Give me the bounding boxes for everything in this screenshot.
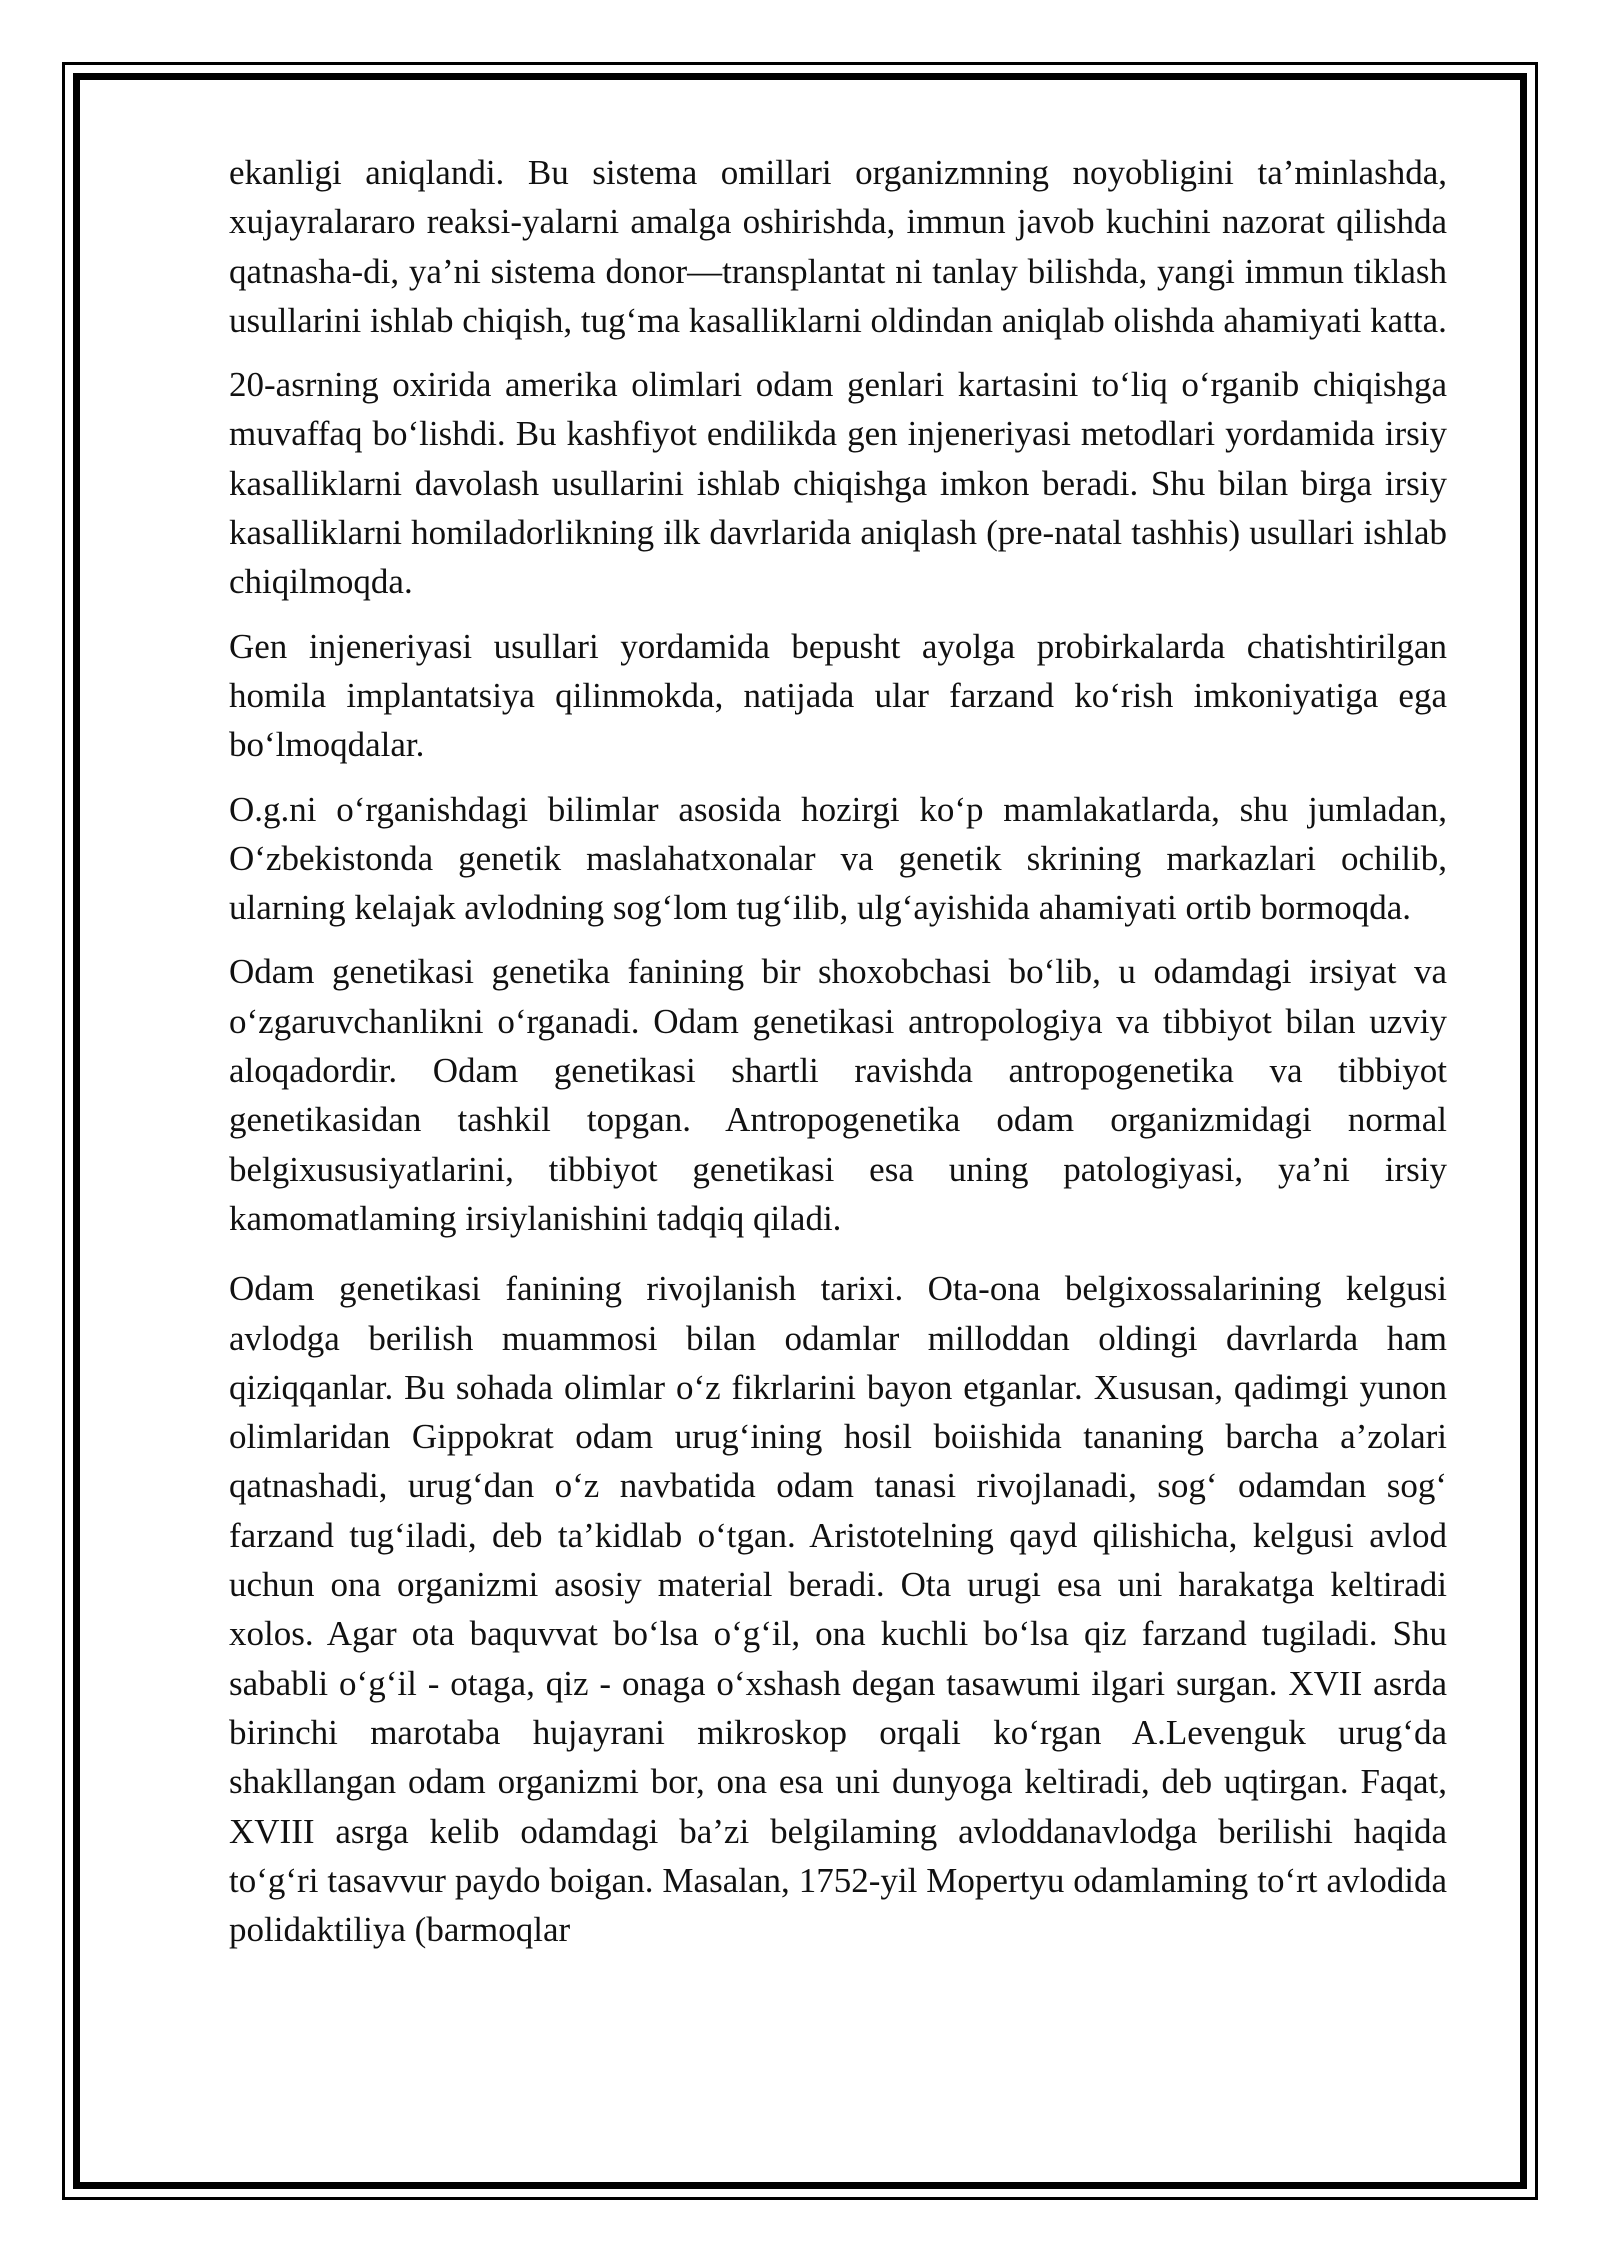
page-body (229, 148, 1447, 1969)
paragraph-6: Odam genetikasi fanining rivojlanish tarixi. Ota-ona belgixossalarining kelgusi avlodga berilish muammosi bilan odamlar milloddan oldingi davrlarda ham qiziqqanlar. Bu sohada olimlar o‘z fikrlarini bayon etganlar. Xususan, qadimgi yunon olimlaridan Gippokrat odam urug‘ining hosil boiishida tananing barcha a’zolari qatnashadi, urug‘dan o‘z navbatida odam tanasi rivojlanadi, sog‘ odamdan sog‘ farzand tug‘iladi, deb ta’kidlab o‘tgan. Aristotelning qayd qilishicha, kelgusi avlod uchun ona organizmi asosiy material beradi. Ota urugi esa uni harakatga keltiradi xolos. Agar ota baquvvat bo‘lsa o‘g‘il, ona kuchli bo‘lsa qiz farzand tugiladi. Shu sababli o‘g‘il - otaga, qiz - onaga o‘xshash degan tasawumi ilgari surgan. XVII asrda birinchi marotaba hujayrani mikroskop orqali ko‘rgan A.Levenguk urug‘da shakllangan odam organizmi bor, ona esa uni dunyoga keltiradi, deb uqtirgan. Faqat, XVIII asrga kelib odamdagi ba’zi belgilaming avloddanavlodga berilishi haqida to‘g‘ri tasavvur paydo boigan. Masalan, 1752-yil Mopertyu odamlaming to‘rt avlodida polidaktiliya (barmoqlar (229, 1269, 1447, 1950)
paragraph-2: 20-asrning oxirida amerika olimlari odam genlari kartasini to‘liq o‘rganib chiqishga muvaffaq bo‘lishdi. Bu kashfiyot endilikda gen injeneriyasi metodlari yordamida irsiy kasalliklarni davolash usullarini ishlab chiqishga imkon beradi. Shu bilan birga irsiy kasalliklarni homiladorlikning ilk davrlarida aniqlash (pre-natal tashhis) usullari ishlab chiqilmoqda. (229, 365, 1447, 602)
paragraph-5: Odam genetikasi genetika fanining bir shoxobchasi bo‘lib, u odamdagi irsiyat va o‘zgaruvchanlikni o‘rganadi. Odam genetikasi antropologiya va tibbiyot bilan uzviy aloqadordir. Odam genetikasi shartli ravishda antropogenetika va tibbiyot genetikasidan tashkil topgan. Antropogenetika odam organizmidagi normal belgixususiyatlarini, tibbiyot genetikasi esa uning patologiyasi, ya’ni irsiy kamomatlaming irsiylanishini tadqiq qiladi. (229, 952, 1447, 1238)
paragraph-1: ekanligi aniqlandi. Bu sistema omillari organizmning noyobligini ta’minlashda, xujayralararo reaksi-yalarni amalga oshirishda, immun javob kuchini nazorat qilishda qatnasha-di, ya’ni sistema donor—transplantat ni tanlay bilishda, yangi immun tiklash usullarini ishlab chiqish, tug‘ma kasalliklarni oldindan aniqlab olishda ahamiyati katta. (229, 153, 1447, 340)
paragraph-4: O.g.ni o‘rganishdagi bilimlar asosida hozirgi ko‘p mamlakatlarda, shu jumladan, O‘zbekistonda genetik maslahatxonalar va genetik skrining markazlari ochilib, ularning kelajak avlodning sog‘lom tug‘ilib, ulg‘ayishida ahamiyati ortib bormoqda. (229, 789, 1447, 928)
paragraph-3: Gen injeneriyasi usullari yordamida bepusht ayolga probirkalarda chatishtirilgan homila implantatsiya qilinmokda, natijada ular farzand ko‘rish imkoniyatiga ega bo‘lmoqdalar. (229, 626, 1447, 765)
